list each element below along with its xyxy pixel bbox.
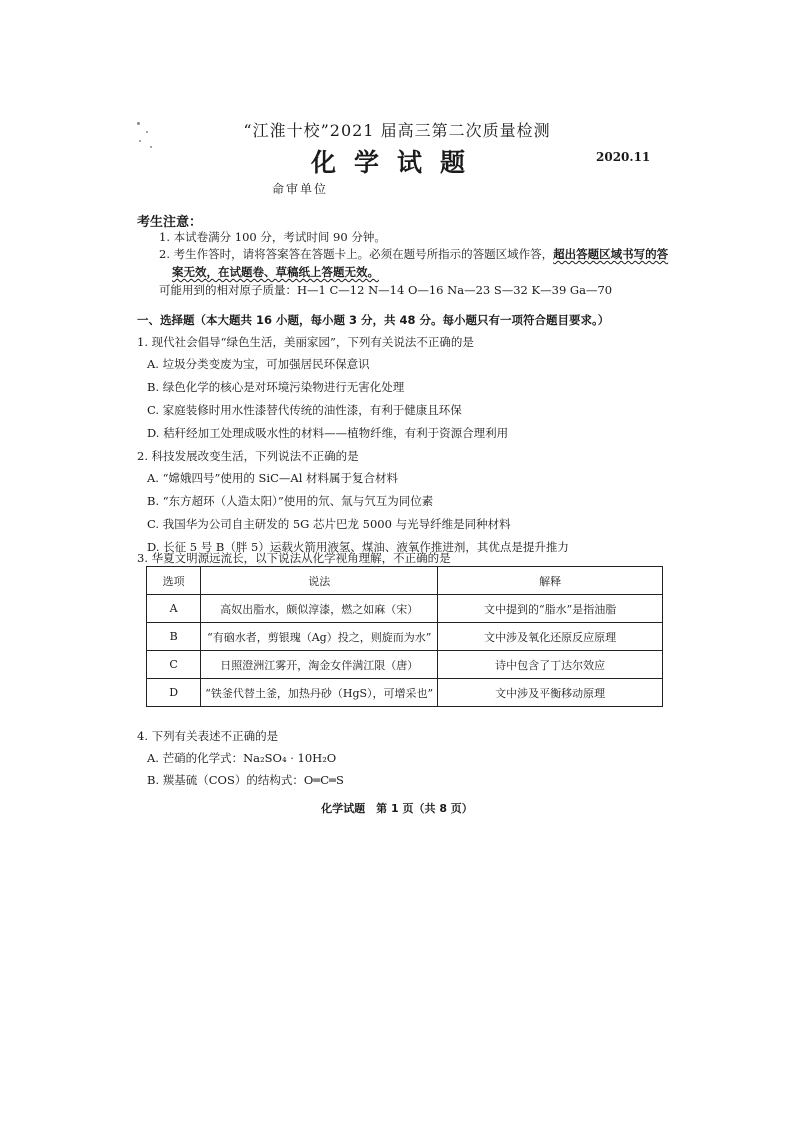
q3-cell-statement: “有硇水者，剪银瑰（Ag）投之，则旋而为水”	[201, 623, 438, 651]
q4-stem: 4. 下列有关表述不正确的是	[137, 729, 279, 743]
page-footer: 化学试题 第 1 页（共 8 页）	[321, 802, 473, 815]
section-heading: 一、选择题（本大题共 16 小题，每小题 3 分，共 48 分。每小题只有一项符合题目要求。）	[137, 313, 610, 327]
q1-option-b: B. 绿色化学的核心是对环境污染物进行无害化处理	[147, 380, 405, 394]
q3-cell-explanation: 文中涉及平衡移动原理	[438, 679, 663, 707]
q1-option-d: D. 秸秆经加工处理成吸水性的材料——植物纤维，有利于资源合理利用	[147, 426, 509, 440]
q4-option-b: B. 羰基硫（COS）的结构式：O═C═S	[147, 773, 344, 787]
q2-option-d: D. 长征 5 号 B（胖 5）运载火箭用液氢、煤油、液氧作推进剂，其优点是提升推力	[147, 540, 569, 554]
notice-item-2-emphasis: 超出答题区域书写的答	[553, 247, 669, 261]
q3-table	[146, 566, 663, 707]
notice-item-2-cont: 案无效，在试题卷、草稿纸上答题无效。	[172, 265, 379, 279]
q2-option-c: C. 我国华为公司自主研发的 5G 芯片巴龙 5000 与光导纤维是同种材料	[147, 517, 511, 531]
q3-cell-explanation: 文中涉及氧化还原反应原理	[438, 623, 663, 651]
q3-cell-option: D	[147, 679, 201, 707]
q3-cell-option: C	[147, 651, 201, 679]
exam-title: “江淮十校”2021 届高三第二次质量检测	[243, 121, 551, 140]
q1-stem: 1. 现代社会倡导“绿色生活，美丽家园”，下列有关说法不正确的是	[137, 335, 474, 349]
table-row	[147, 679, 663, 707]
q3-stem: 3. 华夏文明源远流长，以下说法从化学视角理解，不正确的是	[137, 551, 451, 565]
q3-header-option: 选项	[147, 567, 201, 595]
q3-header-explanation: 解释	[438, 567, 663, 595]
q3-table-header-row	[147, 567, 663, 595]
q2-option-a: A. “嫦娥四号”使用的 SiC—Al 材料属于复合材料	[147, 471, 399, 485]
notice-heading: 考生注意：	[137, 215, 203, 230]
table-row	[147, 623, 663, 651]
atomic-masses: 可能用到的相对原子质量：H—1 C—12 N—14 O—16 Na—23 S—32 K—39 Ga—70	[159, 283, 613, 297]
q3-cell-explanation: 文中提到的“脂水”是指油脂	[438, 595, 663, 623]
q3-header-statement: 说法	[201, 567, 438, 595]
q2-option-b: B. “东方超环（人造太阳）”使用的氘、氚与氕互为同位素	[147, 494, 434, 508]
table-row	[147, 595, 663, 623]
exam-date: 2020.11	[596, 150, 651, 164]
author-label: 命审单位	[272, 182, 329, 196]
notice-item-2	[159, 246, 668, 262]
notice-item-2-text: 2. 考生作答时，请将答案答在答题卡上。必须在题号所指示的答题区域作答，	[159, 247, 554, 261]
q3-cell-statement: “铁釜代替土釜，加热丹砂（HgS），可增采也”	[201, 679, 438, 707]
q4-option-a: A. 芒硝的化学式：Na₂SO₄ · 10H₂O	[147, 751, 337, 765]
q3-cell-explanation: 诗中包含了丁达尔效应	[438, 651, 663, 679]
q3-cell-statement: 日照澄洲江雾开，淘金女伴满江限（唐）	[201, 651, 438, 679]
q3-cell-statement: 高奴出脂水，颇似淳漆，燃之如麻（宋）	[201, 595, 438, 623]
subject-title: 化学试题	[310, 148, 483, 177]
q3-cell-option: B	[147, 623, 201, 651]
table-row	[147, 651, 663, 679]
q1-option-a: A. 垃圾分类变废为宝，可加强居民环保意识	[147, 357, 370, 371]
q3-cell-option: A	[147, 595, 201, 623]
notice-item-1: 1. 本试卷满分 100 分，考试时间 90 分钟。	[159, 230, 386, 244]
q2-stem: 2. 科技发展改变生活，下列说法不正确的是	[137, 449, 359, 463]
q1-option-c: C. 家庭装修时用水性漆替代传统的油性漆，有利于健康且环保	[147, 403, 462, 417]
